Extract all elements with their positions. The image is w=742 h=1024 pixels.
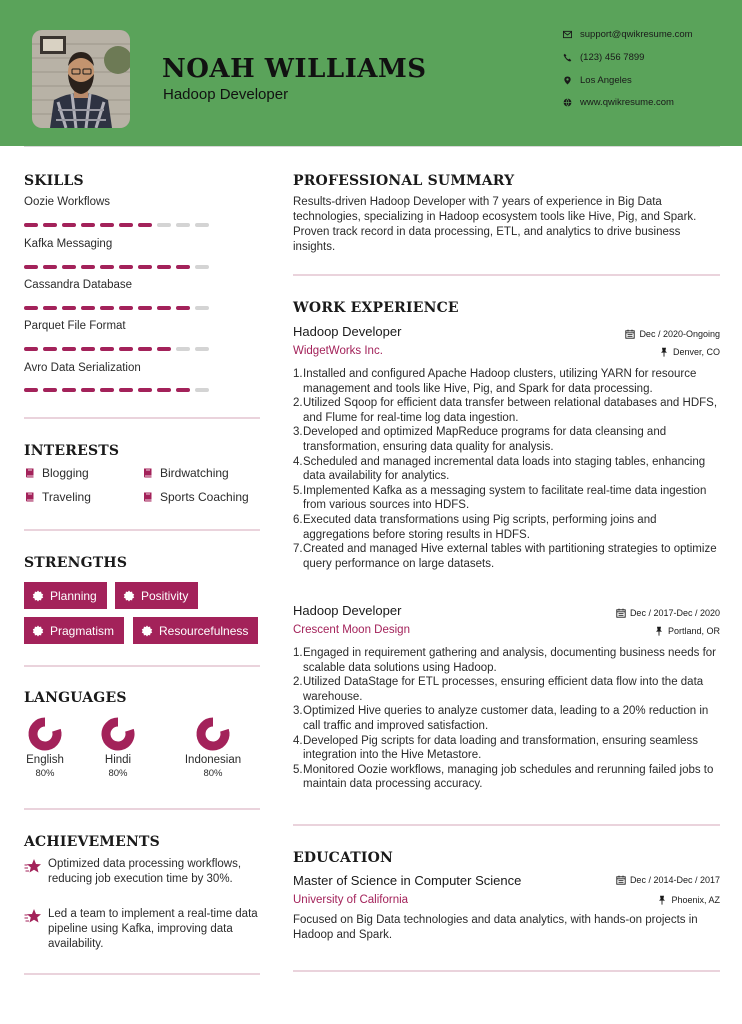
interest-item [24,466,89,480]
skill-dash-filled [43,388,57,392]
skill-dash-filled [138,223,152,227]
skill-dash-filled [81,388,95,392]
skill-dash-filled [24,347,38,351]
strength-tag [133,617,258,644]
job-dates [616,608,720,618]
calendar-icon [625,329,635,339]
skill-dash-filled [100,388,114,392]
skill-dash-filled [81,223,95,227]
badge-icon [123,590,135,602]
education-dates [616,875,720,885]
header-divider [24,146,720,147]
language-item [5,716,85,779]
contact-website[interactable] [560,97,674,108]
globe-icon [560,98,574,107]
profile-photo [32,30,130,128]
language-gauge [195,716,231,752]
resume-header [0,0,742,146]
school-name: University of California [293,894,409,906]
contact-location [560,75,632,86]
skill-dash-filled [176,306,190,310]
language-percent: 80% [108,768,128,779]
skill-dash-filled [62,223,76,227]
strength-tag [24,617,124,644]
badge-icon [32,625,44,637]
language-gauge-arc [201,722,225,746]
skill-dash-filled [43,265,57,269]
job-duties-list [293,646,723,792]
interests-heading: INTERESTS [24,443,120,459]
contact-location-text: Los Angeles [580,75,632,86]
badge-icon [141,625,153,637]
skill-label: Parquet File Format [24,320,126,332]
section-divider [24,808,260,810]
skill-dash-filled [81,347,95,351]
job-duty: Executed data transformations using Pig scripts, performing joins and aggregations before storing results in HDFS. [303,513,657,541]
skill-bar [24,265,209,269]
skill-dash-filled [24,223,38,227]
badge-icon [32,590,44,602]
job-role: Hadoop Developer [293,324,402,339]
job-duty: Installed and configured Apache Hadoop clusters, utilizing YARN for resource management and tools like Hive, Pig, and Spark for data processing. [303,368,697,395]
skill-dash-empty [176,347,190,351]
skill-dash-filled [176,388,190,392]
contact-email[interactable] [560,29,693,40]
book-icon [24,491,36,503]
skill-dash-empty [176,223,190,227]
profile-photo-illustration [32,30,130,128]
calendar-icon [616,608,626,618]
job-company: WidgetWorks Inc. [293,345,383,357]
language-item [173,716,253,779]
skill-dash-filled [138,265,152,269]
skill-label: Cassandra Database [24,279,133,291]
book-icon [142,467,154,479]
star-icon [24,908,42,924]
achievement-item [24,907,264,952]
achievement-text: Led a team to implement a real-time data pipeline using Kafka, improving data availability. [48,908,258,950]
skill-dash-filled [43,347,57,351]
interest-label: Sports Coaching [160,490,249,504]
skill-dash-filled [119,306,133,310]
section-divider [293,824,720,826]
job-duty: Implemented Kafka as a messaging system to facilitate real-time data ingestion from various sources into HDFS. [303,484,707,512]
skill-bar [24,223,209,227]
skill-dash-filled [157,306,171,310]
skill-dash-empty [195,265,209,269]
language-item [78,716,158,779]
skill-dash-filled [62,347,76,351]
section-divider [24,417,260,419]
strengths-heading: STRENGTHS [24,555,128,571]
skill-dash-filled [24,388,38,392]
job-duty: Utilized Sqoop for efficient data transfer between relational databases and HDFS, and Flume for real-time log data ingestion. [303,397,718,424]
interest-item [142,466,229,480]
achievement-text: Optimized data processing workflows, reducing job execution time by 30%. [48,858,242,885]
skill-dash-filled [138,388,152,392]
job-duty: Developed and optimized MapReduce programs for data cleansing and transformation, ensuring data quality for analysis. [303,426,667,453]
skill-dash-filled [138,347,152,351]
job-duty: Developed Pig scripts for data loading and transformation, ensuring seamless integration into the Hive Metastore. [303,734,699,762]
language-gauge [27,716,63,752]
strength-label: Planning [50,588,97,603]
education-location-text: Phoenix, AZ [671,895,720,905]
contact-email-text: support@qwikresume.com [580,29,693,40]
section-divider [293,274,720,276]
skill-dash-filled [100,265,114,269]
language-gauge-arc [33,722,57,746]
section-divider [24,973,260,975]
summary-heading: PROFESSIONAL SUMMARY [293,173,515,189]
strength-label: Resourcefulness [159,623,249,638]
skill-dash-filled [24,306,38,310]
job-duty: Created and managed Hive external tables with partitioning strategies to optimize query performance on large datasets. [303,543,717,570]
experience-heading: WORK EXPERIENCE [293,300,459,316]
skill-dash-filled [119,347,133,351]
language-name: Hindi [104,754,132,766]
section-divider [24,529,260,531]
strength-tag [24,582,107,609]
skill-dash-empty [157,223,171,227]
skill-dash-filled [119,223,133,227]
summary-text: Results-driven Hadoop Developer with 7 years of experience in Big Data technologies, specializing in Hadoop ecosystem tools like Hive, Pig, and Spark. Proven track record in data processing, ETL, and analytics to drive business insights. [293,196,697,253]
skill-dash-empty [195,223,209,227]
job-dates-text: Dec / 2020-Ongoing [639,329,720,339]
interest-label: Birdwatching [160,466,229,480]
skill-dash-filled [43,223,57,227]
skill-dash-filled [157,347,171,351]
degree-title: Master of Science in Computer Science [293,873,522,888]
skills-heading: SKILLS [24,173,84,189]
language-gauge-arc [106,722,130,746]
job-duty: Monitored Oozie workflows, managing job schedules and rerunning failed jobs to maintain data processing accuracy. [303,763,714,791]
pushpin-icon [654,626,664,636]
job-location [659,347,720,357]
section-divider [293,970,720,972]
skill-dash-filled [81,306,95,310]
skill-bar [24,388,209,392]
skill-dash-filled [100,223,114,227]
skill-dash-filled [62,306,76,310]
candidate-title: Hadoop Developer [163,86,289,103]
skill-label: Avro Data Serialization [24,362,141,374]
strength-label: Positivity [141,588,189,603]
achievement-item [24,857,264,887]
job-duty: Utilized DataStage for ETL processes, ensuring efficient data flow into the data warehouse. [303,676,704,703]
language-percent: 80% [203,768,223,779]
skill-dash-filled [119,388,133,392]
interest-label: Traveling [42,490,91,504]
skill-dash-filled [81,265,95,269]
interest-item [24,490,91,504]
calendar-icon [616,875,626,885]
education-location [657,895,720,905]
skill-bar [24,347,209,351]
pushpin-icon [659,347,669,357]
job-location-text: Portland, OR [667,626,720,636]
skill-dash-filled [24,265,38,269]
skill-bar [24,306,209,310]
contact-phone-text: (123) 456 7899 [580,52,645,63]
skill-dash-filled [176,265,190,269]
skill-label: Kafka Messaging [24,238,113,250]
contact-phone[interactable] [560,52,644,63]
job-company: Crescent Moon Design [293,624,410,636]
skill-dash-filled [62,388,76,392]
skill-dash-empty [195,306,209,310]
interest-label: Blogging [42,466,89,480]
job-duty: Optimized Hive queries to analyze customer data, leading to a 20% reduction in call traffic and improved satisfaction. [303,705,709,732]
star-icon [24,858,42,874]
skill-dash-filled [100,306,114,310]
skill-dash-filled [119,265,133,269]
language-name: Indonesian [184,754,242,766]
section-divider [24,665,260,667]
skill-dash-empty [195,388,209,392]
language-percent: 80% [35,768,55,779]
book-icon [142,491,154,503]
skill-dash-filled [138,306,152,310]
job-dates-text: Dec / 2017-Dec / 2020 [629,608,720,618]
candidate-name: NOAH WILLIAMS [162,54,427,84]
contact-website-text: www.qwikresume.com [580,97,674,108]
job-dates [625,329,720,339]
languages-heading: LANGUAGES [24,690,127,706]
phone-icon [560,53,574,62]
skill-dash-filled [43,306,57,310]
skill-label: Oozie Workflows [24,196,111,208]
book-icon [24,467,36,479]
job-duty: Scheduled and managed incremental data loads into staging tables, enhancing data availability for analytics. [303,455,706,483]
job-role: Hadoop Developer [293,603,402,618]
education-text: Focused on Big Data technologies and data analytics, with hands-on projects in Hadoop and Spark. [293,914,698,941]
strength-tag [115,582,198,609]
education-heading: EDUCATION [293,850,394,866]
job-location [654,626,720,636]
language-name: English [26,754,64,766]
skill-dash-empty [195,347,209,351]
skill-dash-filled [62,265,76,269]
pushpin-icon [657,895,667,905]
map-pin-icon [560,76,574,85]
job-duty: Engaged in requirement gathering and analysis, documenting business needs for scalable data solutions using Hadoop. [303,647,716,674]
job-location-text: Denver, CO [672,347,720,357]
skill-dash-filled [157,388,171,392]
strength-label: Pragmatism [50,623,115,638]
job-duties-list [293,367,723,571]
education-dates-text: Dec / 2014-Dec / 2017 [629,875,720,885]
achievements-heading: ACHIEVEMENTS [24,834,160,850]
skill-dash-filled [100,347,114,351]
skill-dash-filled [157,265,171,269]
envelope-icon [560,30,574,39]
language-gauge [100,716,136,752]
interest-item [142,490,249,504]
